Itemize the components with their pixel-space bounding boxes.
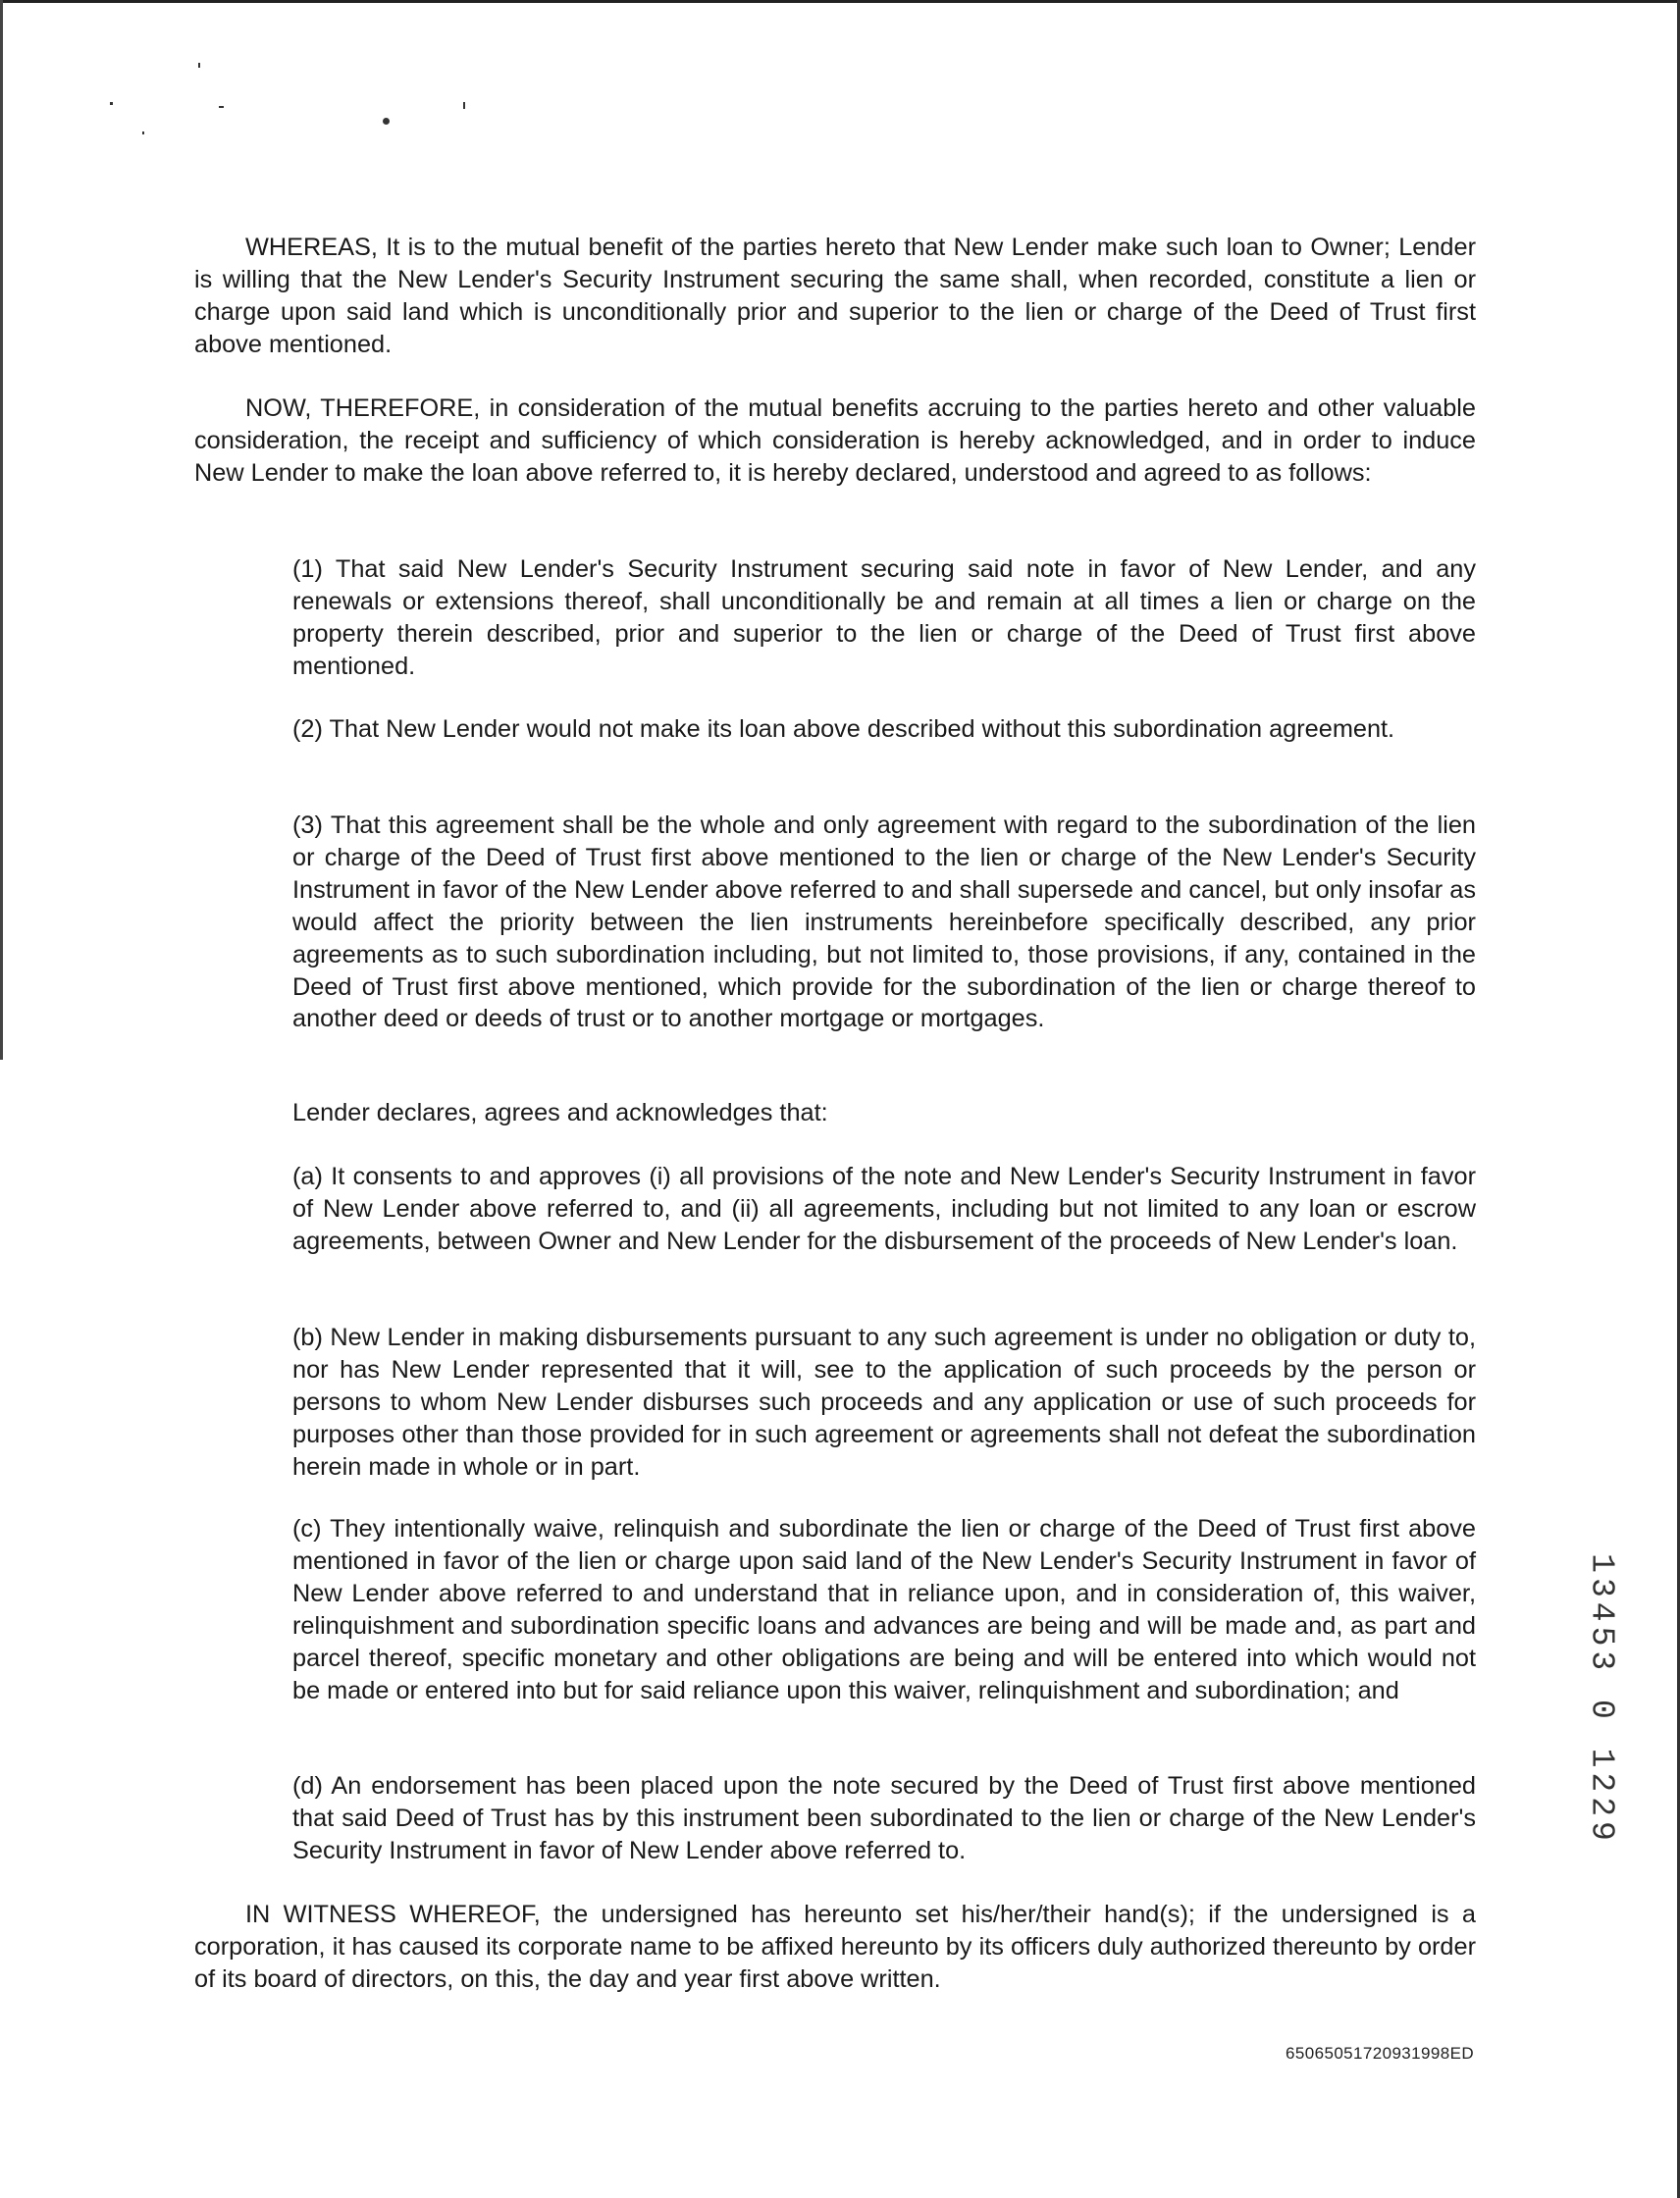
clause-1: (1) That said New Lender's Security Instrument securing said note in favor of New Lender, and any renewals or extensions thereof, shall unconditionally be and remain at all times a lien or charge on the property therein described, prior and superior to the lien or charge of the Deed of Trust first above mentioned. [292, 555, 1476, 680]
clause-d: (d) An endorsement has been placed upon the note secured by the Deed of Trust first above mentioned that said Deed of Trust has by this instrument been subordinated to the lien or charge of the New Lender's Security Instrument in favor of New Lender above referred to. [292, 1772, 1476, 1864]
clause-c: (c) They intentionally waive, relinquish and subordinate the lien or charge of the Deed of Trust first above mentioned in favor of the lien or charge upon said land of the New Lender's Security Instrument in favor of New Lender above referred to and understand that in reliance upon, and in consideration of, this waiver, relinquishment and subordination specific loans and advances are being and will be made and, as part and parcel thereof, specific monetary and other obligations are being and will be entered into which would not be made or entered into but for said reliance upon this waiver, relinquishment and subordination; and [292, 1515, 1476, 1704]
lender-declares-heading: Lender declares, agrees and acknowledges that: [292, 1099, 828, 1126]
clause-b: (b) New Lender in making disbursements pursuant to any such agreement is under no obligation or duty to, nor has New Lender represented that it will, see to the application of such proceeds by the person or persons to whom New Lender disburses such proceeds and any application or use of such proceeds for purposes other than those provided for in such agreement or agreements shall not defeat the subordination herein made in whole or in part. [292, 1324, 1476, 1481]
scan-speck [110, 102, 113, 105]
now-therefore-paragraph: NOW, THEREFORE, in consideration of the mutual benefits accruing to the parties hereto and other valuable consideration, the receipt and sufficiency of which consideration is hereby acknowledged, and in order to induce New Lender to make the loan above referred to, it is hereby declared, understood and agreed to as follows: [194, 394, 1476, 487]
scan-speck [383, 118, 390, 125]
clause-2: (2) That New Lender would not make its loan above described without this subordination agreement. [292, 715, 1395, 743]
document-code: 65065051720931998ED [1286, 2044, 1474, 2063]
scan-speck [198, 63, 200, 68]
side-recording-number: 13453 0 1229 [1583, 1553, 1620, 1846]
scan-speck [463, 102, 465, 109]
whereas-paragraph: WHEREAS, It is to the mutual benefit of the parties hereto that New Lender make such loan to Owner; Lender is willing that the New Lender's Security Instrument securing the same shall, when recorded, constitute a lien or charge upon said land which is unconditionally prior and superior to the lien or charge of the Deed of Trust first above mentioned. [194, 234, 1476, 358]
scan-border-top [0, 0, 1680, 3]
scan-speck [142, 131, 144, 134]
scan-speck [219, 106, 224, 108]
witness-paragraph: IN WITNESS WHEREOF, the undersigned has hereunto set his/her/their hand(s); if the undersigned is a corporation, it has caused its corporate name to be affixed hereunto by its officers duly authorized thereunto by order of its board of directors, on this, the day and year first above written. [194, 1901, 1476, 1993]
clause-3: (3) That this agreement shall be the whole and only agreement with regard to the subordination of the lien or charge of the Deed of Trust first above mentioned to the lien or charge of the New Lender's Security Instrument in favor of the New Lender above referred to and shall supersede and cancel, but only insofar as would affect the priority between the lien instruments hereinbefore specifically described, any prior agreements as to such subordination including, but not limited to, those provisions, if any, contained in the Deed of Trust first above mentioned, which provide for the subordination of the lien or charge thereof to another deed or deeds of trust or to another mortgage or mortgages. [292, 811, 1476, 1033]
clause-a: (a) It consents to and approves (i) all provisions of the note and New Lender's Security Instrument in favor of New Lender above referred to, and (ii) all agreements, including but not limited to any loan or escrow agreements, between Owner and New Lender for the disbursement of the proceeds of New Lender's loan. [292, 1163, 1476, 1255]
scan-border-left [0, 0, 3, 1060]
